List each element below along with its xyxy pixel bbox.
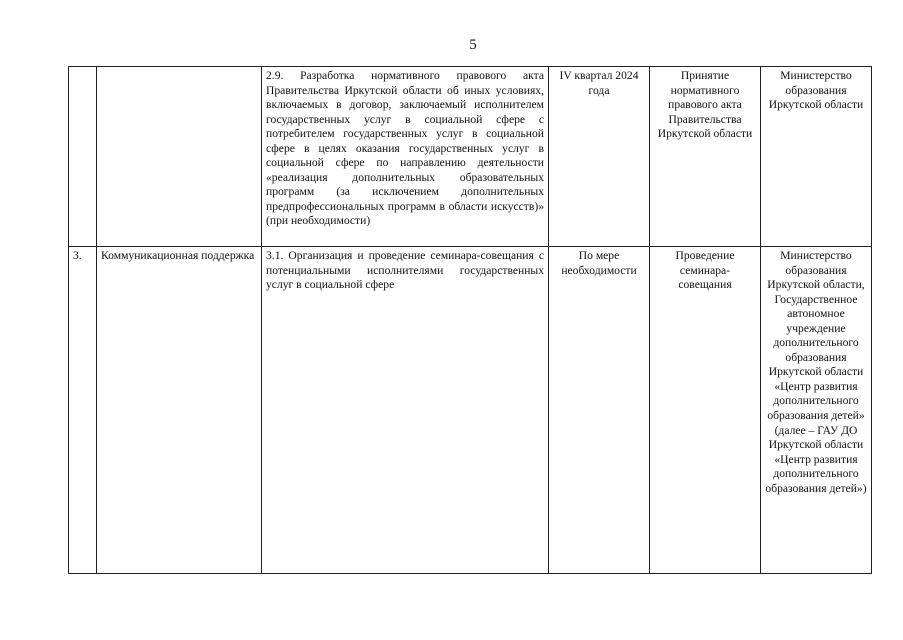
- table-row: [69, 67, 872, 247]
- result-cell: Принятие нормативного правового акта Правительства Иркутской области: [650, 67, 761, 247]
- table-row: [69, 247, 872, 574]
- page-number: 5: [469, 37, 477, 53]
- activity-cell: 3.1. Организация и проведение семинара-совещания с потенциальными исполнителями государственных услуг в социальной сфере: [262, 247, 549, 574]
- action-plan-table: [68, 66, 872, 574]
- term-cell: По мере необходимости: [549, 247, 650, 574]
- responsible-cell: Министерство образования Иркутской области: [761, 67, 872, 247]
- item-number-cell: [69, 67, 97, 247]
- item-name-cell: [97, 67, 262, 247]
- term-cell: IV квартал 2024 года: [549, 67, 650, 247]
- responsible-cell: Министерство образования Иркутской области, Государственное автономное учреждение дополнительного образования Иркутской области «Центр развития дополнительного образования детей» (далее – ГАУ ДО Иркутской области «Центр развития дополнительного образования детей»): [761, 247, 872, 574]
- activity-cell: 2.9. Разработка нормативного правового акта Правительства Иркутской области об иных условиях, включаемых в договор, заключаемый исполнителем государственных услуг в социальной сфере с потребителем государственных услуг в социальной сфере в целях оказания государственных услуг в социальной сфере по направлению деятельности «реализация дополнительных образовательных программ (за исключением дополнительных предпрофессиональных программ в области искусств)» (при необходимости): [262, 67, 549, 247]
- item-number-cell: 3.: [69, 247, 97, 574]
- item-name-cell: Коммуникационная поддержка: [97, 247, 262, 574]
- result-cell: Проведение семинара-совещания: [650, 247, 761, 574]
